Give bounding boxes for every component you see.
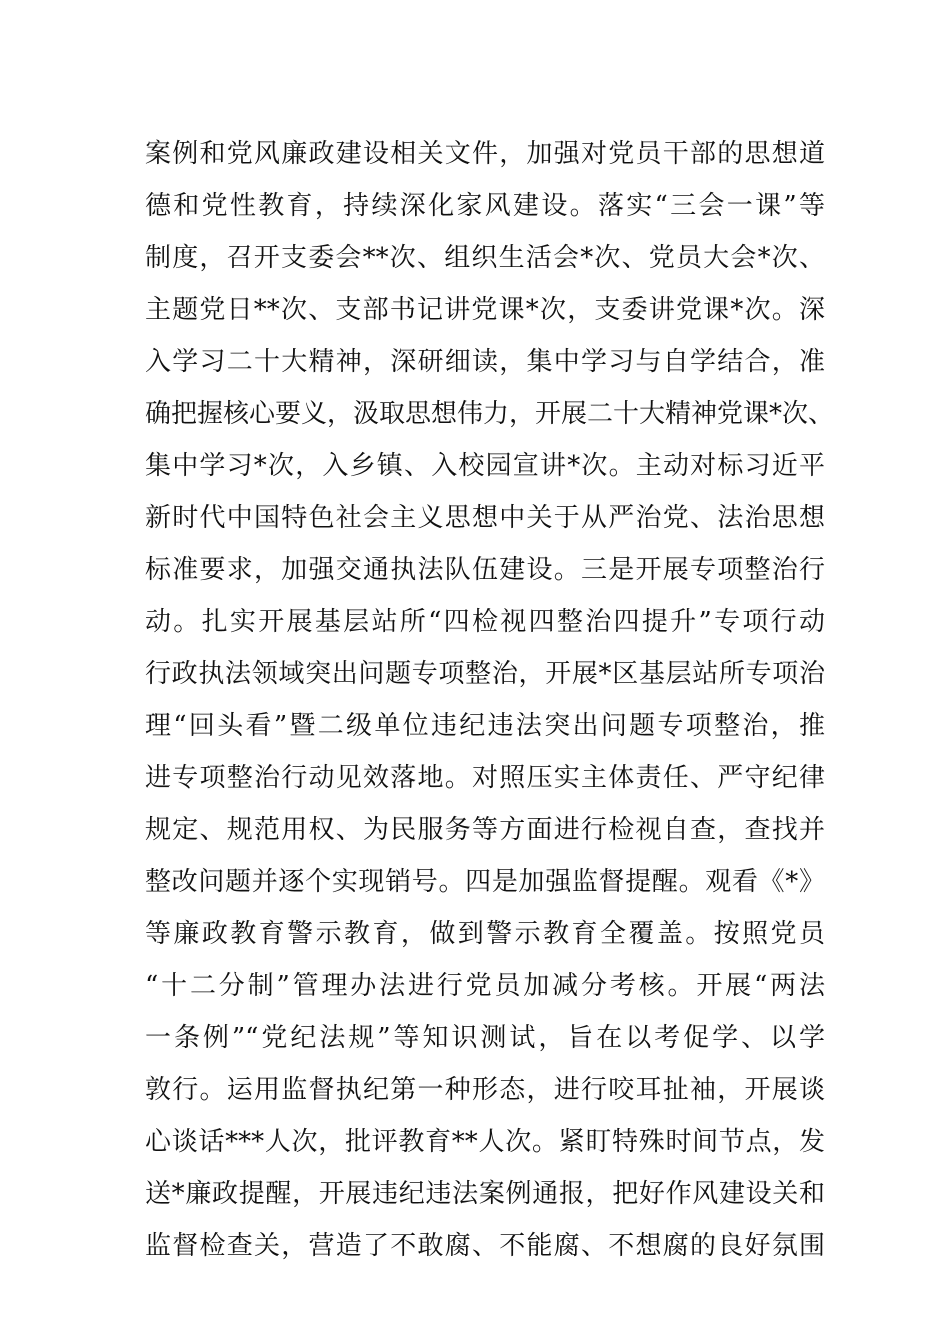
text-line: “十二分制”管理办法进行党员加减分考核。开展“两法 — [145, 971, 825, 1001]
text-line: 等廉政教育警示教育，做到警示教育全覆盖。按照党员 — [145, 919, 825, 949]
text-line: 监督检查关，营造了不敢腐、不能腐、不想腐的良好氛围 — [145, 1231, 825, 1261]
text-line: 进专项整治行动见效落地。对照压实主体责任、严守纪律 — [145, 763, 825, 793]
text-line: 入学习二十大精神，深研细读，集中学习与自学结合，准 — [145, 347, 825, 377]
text-line: 规定、规范用权、为民服务等方面进行检视自查，查找并 — [145, 815, 825, 845]
text-line: 案例和党风廉政建设相关文件，加强对党员干部的思想道 — [145, 139, 825, 169]
text-line: 标准要求，加强交通执法队伍建设。三是开展专项整治行 — [145, 555, 825, 585]
body-text — [145, 128, 835, 1272]
text-line: 理“回头看”暨二级单位违纪违法突出问题专项整治，推 — [145, 711, 825, 741]
text-line: 制度，召开支委会**次、组织生活会*次、党员大会*次、 — [145, 243, 825, 273]
text-line: 德和党性教育，持续深化家风建设。落实“三会一课”等 — [145, 191, 825, 221]
text-line: 心谈话***人次，批评教育**人次。紧盯特殊时间节点，发 — [145, 1127, 825, 1157]
text-line: 行政执法领域突出问题专项整治，开展*区基层站所专项治 — [145, 659, 825, 689]
text-line: 主题党日**次、支部书记讲党课*次，支委讲党课*次。深 — [145, 295, 825, 325]
text-line: 敦行。运用监督执纪第一种形态，进行咬耳扯袖，开展谈 — [145, 1075, 825, 1105]
text-line: 送*廉政提醒，开展违纪违法案例通报，把好作风建设关和 — [145, 1179, 825, 1209]
text-line: 整改问题并逐个实现销号。四是加强监督提醒。观看《*》 — [145, 867, 825, 897]
text-line: 集中学习*次，入乡镇、入校园宣讲*次。主动对标习近平 — [145, 451, 825, 481]
text-line: 确把握核心要义，汲取思想伟力，开展二十大精神党课*次、 — [145, 399, 835, 429]
text-line: 新时代中国特色社会主义思想中关于从严治党、法治思想 — [145, 503, 825, 533]
text-line: 动。扎实开展基层站所“四检视四整治四提升”专项行动 — [145, 607, 825, 637]
text-line: 一条例”“党纪法规”等知识测试，旨在以考促学、以学 — [145, 1023, 825, 1053]
